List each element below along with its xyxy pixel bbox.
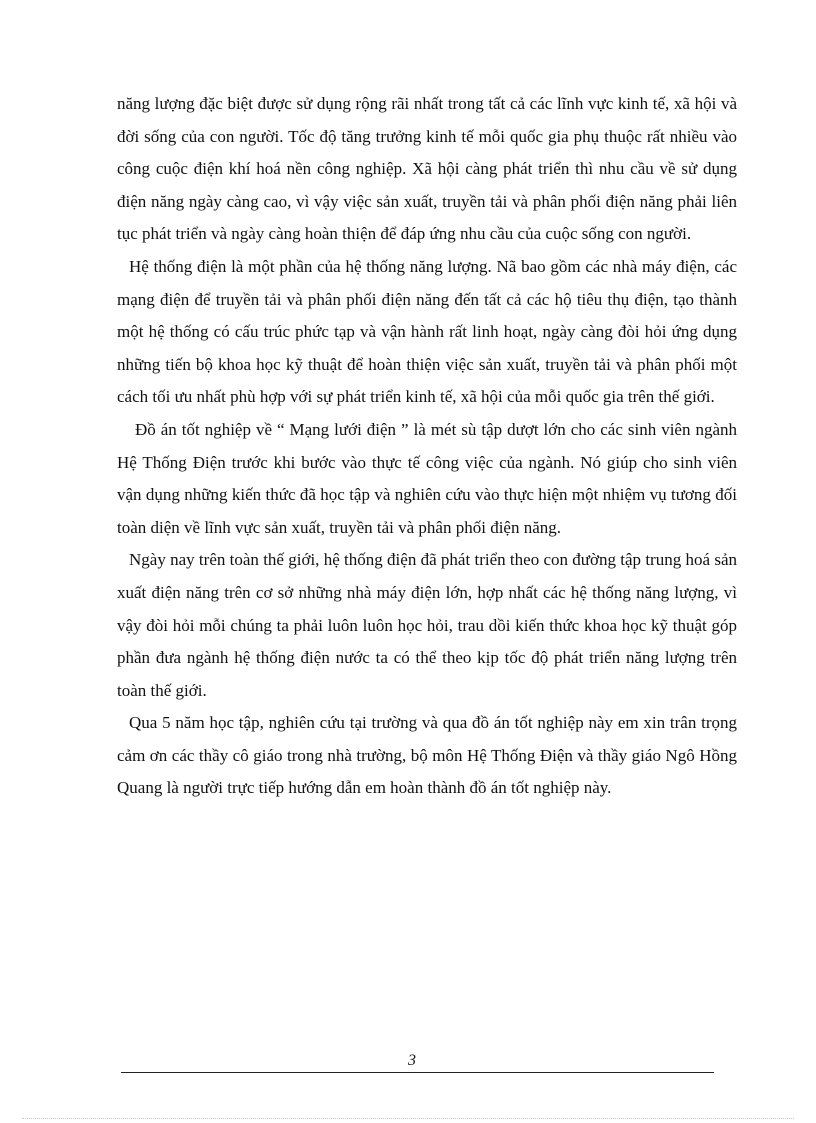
page-bottom-border — [22, 1118, 794, 1119]
paragraph-3: Đồ án tốt nghiệp về “ Mạng lưới điện ” là mét sù tập dượt lớn cho các sinh viên ngành Hệ Thống Điện trước khi bước vào thực tế công việc của ngành. Nó giúp cho sinh viên vận dụng những kiến thức đã học tập và nghiên cứu vào thực hiện một nhiệm vụ tương đối toàn diện về lĩnh vực sản xuất, truyền tải và phân phối điện năng. — [117, 419, 737, 537]
page-number: 3 — [408, 1052, 416, 1069]
paragraph-5: Qua 5 năm học tập, nghiên cứu tại trường và qua đồ án tốt nghiệp này em xin trân trọng cảm ơn các thầy cô giáo trong nhà trường, bộ môn Hệ Thống Điện và thầy giáo Ngô Hồng Quang là người trực tiếp hướng dẫn em hoàn thành đồ án tốt nghiệp này. — [117, 713, 737, 798]
paragraph-4: Ngày nay trên toàn thế giới, hệ thống điện đã phát triển theo con đường tập trung hoá sản xuất điện năng trên cơ sở những nhà máy điện lớn, hợp nhất các hệ thống năng lượng, vì vậy đòi hỏi mỗi chúng ta phải luôn luôn học hỏi, trau dồi kiến thức khoa học kỹ thuật góp phần đưa ngành hệ thống điện nước ta có thể theo kịp tốc độ phát triển năng lượng trên toàn thế giới. — [117, 550, 737, 700]
footer-rule — [121, 1072, 714, 1073]
paragraph-1: năng lượng đặc biệt được sử dụng rộng rãi nhất trong tất cả các lĩnh vực kinh tế, xã hội và đời sống của con người. Tốc độ tăng trưởng kinh tế mỗi quốc gia phụ thuộc rất nhiều vào công cuộc điện khí hoá nền công nghiệp. Xã hội càng phát triển thì nhu cầu về sử dụng điện năng ngày càng cao, vì vậy việc sản xuất, truyền tải và phân phối điện năng phải liên tục phát triển và ngày càng hoàn thiện để đáp ứng nhu cầu của cuộc sống con người. — [117, 94, 737, 244]
document-body — [117, 88, 737, 805]
paragraph-2: Hệ thống điện là một phần của hệ thống năng lượng. Nã bao gồm các nhà máy điện, các mạng điện để truyền tải và phân phối điện năng đến tất cả các hộ tiêu thụ điện, tạo thành một hệ thống có cấu trúc phức tạp và vận hành rất linh hoạt, ngày càng đòi hỏi ứng dụng những tiến bộ khoa học kỹ thuật để hoàn thiện việc sản xuất, truyền tải và phân phối một cách tối ưu nhất phù hợp với sự phát triển kinh tế, xã hội của mỗi quốc gia trên thế giới. — [117, 256, 737, 407]
